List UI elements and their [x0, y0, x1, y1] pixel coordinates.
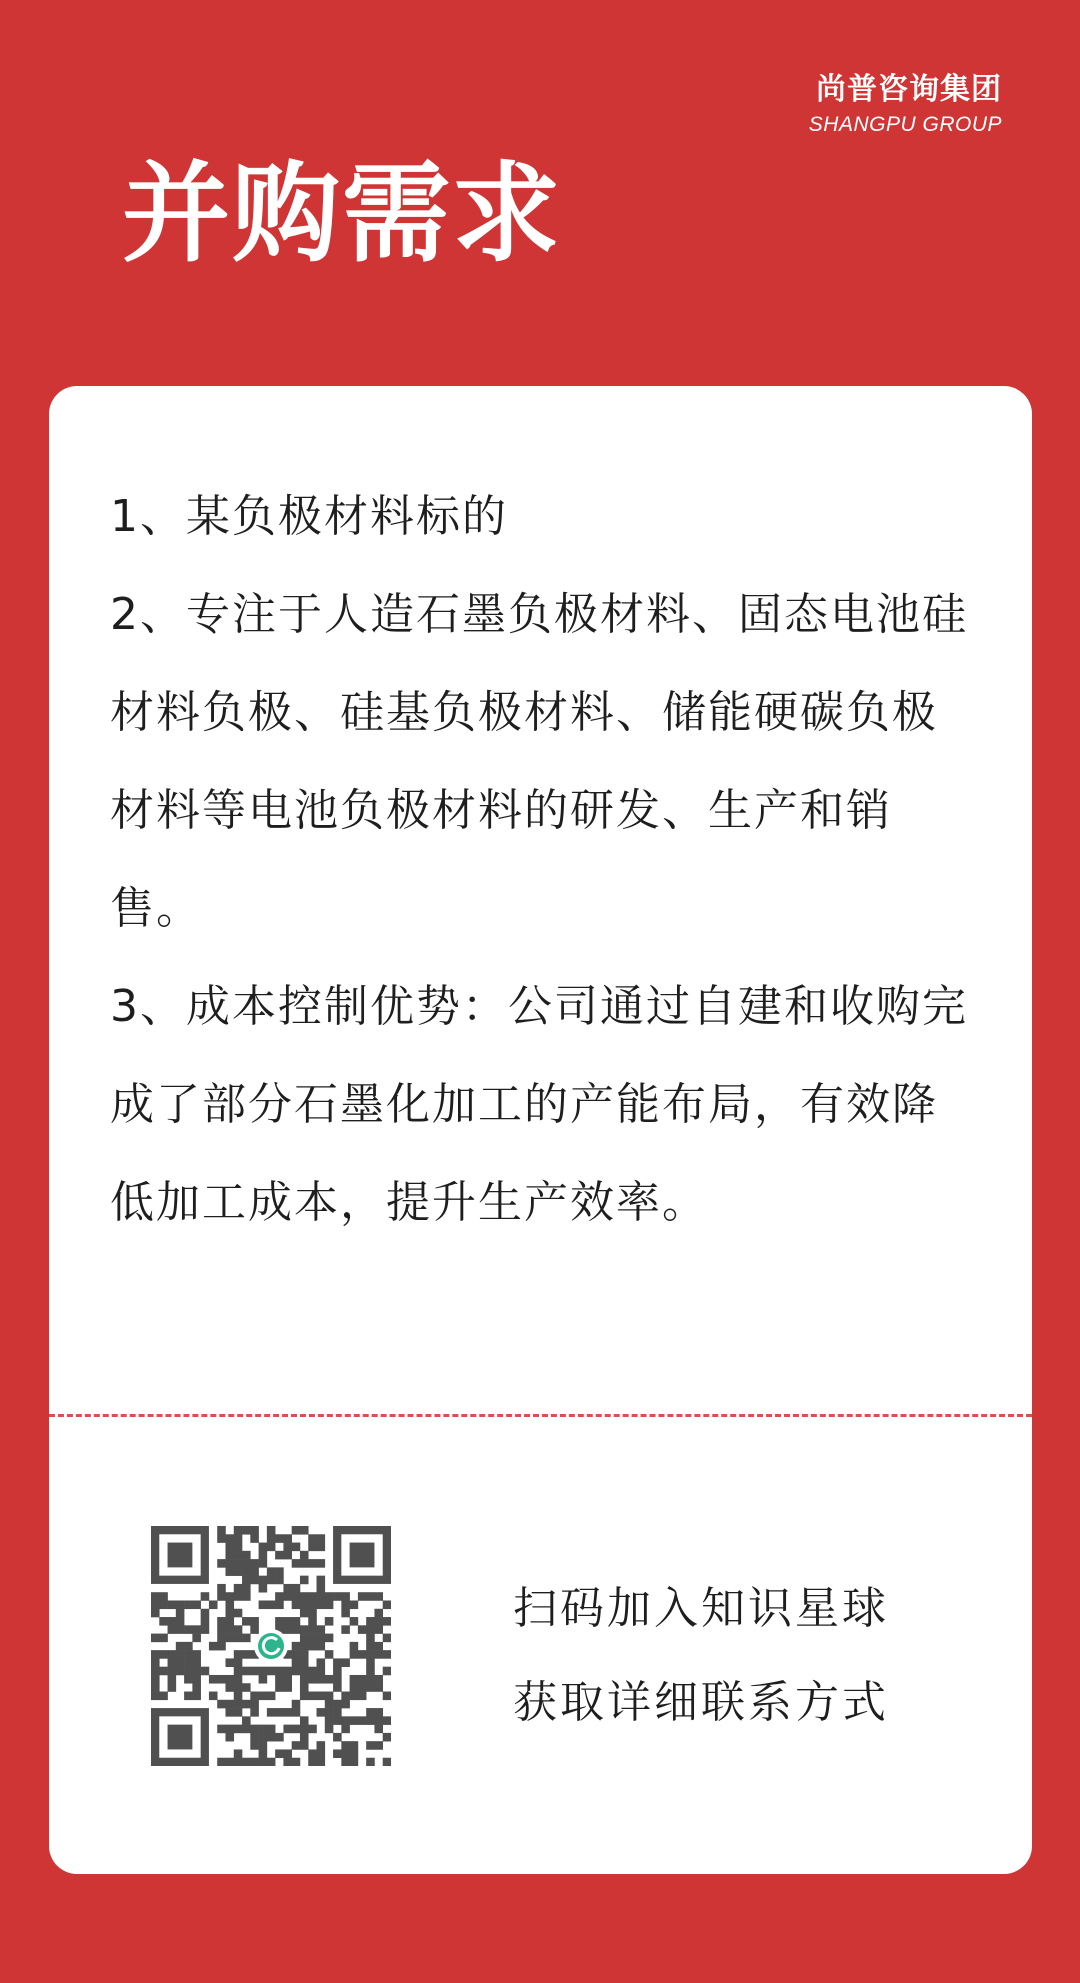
requirement-list	[110, 468, 970, 1252]
brand-name-en: SHANGPU GROUP	[808, 113, 1002, 136]
brand-block	[809, 70, 1002, 140]
content-card	[49, 386, 1032, 1874]
requirement-item-3: 3、成本控制优势：公司通过自建和收购完成了部分石墨化加工的产能布局，有效降低加工成本，提升生产效率。	[110, 981, 968, 1228]
brand-name-cn: 尚普咨询集团	[816, 72, 1002, 107]
dashed-divider	[49, 1414, 1032, 1417]
call-to-action	[513, 1562, 889, 1750]
cta-line-2: 获取详细联系方式	[513, 1677, 889, 1728]
requirement-item-2: 2、专注于人造石墨负极材料、固态电池硅材料负极、硅基负极材料、储能硬碳负极材料等电池负极材料的研发、生产和销售。	[110, 589, 968, 934]
cta-line-1: 扫码加入知识星球	[513, 1583, 889, 1634]
page-title: 并购需求	[122, 152, 563, 277]
requirement-item-1: 1、某负极材料标的	[110, 491, 508, 542]
qr-code-icon	[151, 1526, 391, 1766]
